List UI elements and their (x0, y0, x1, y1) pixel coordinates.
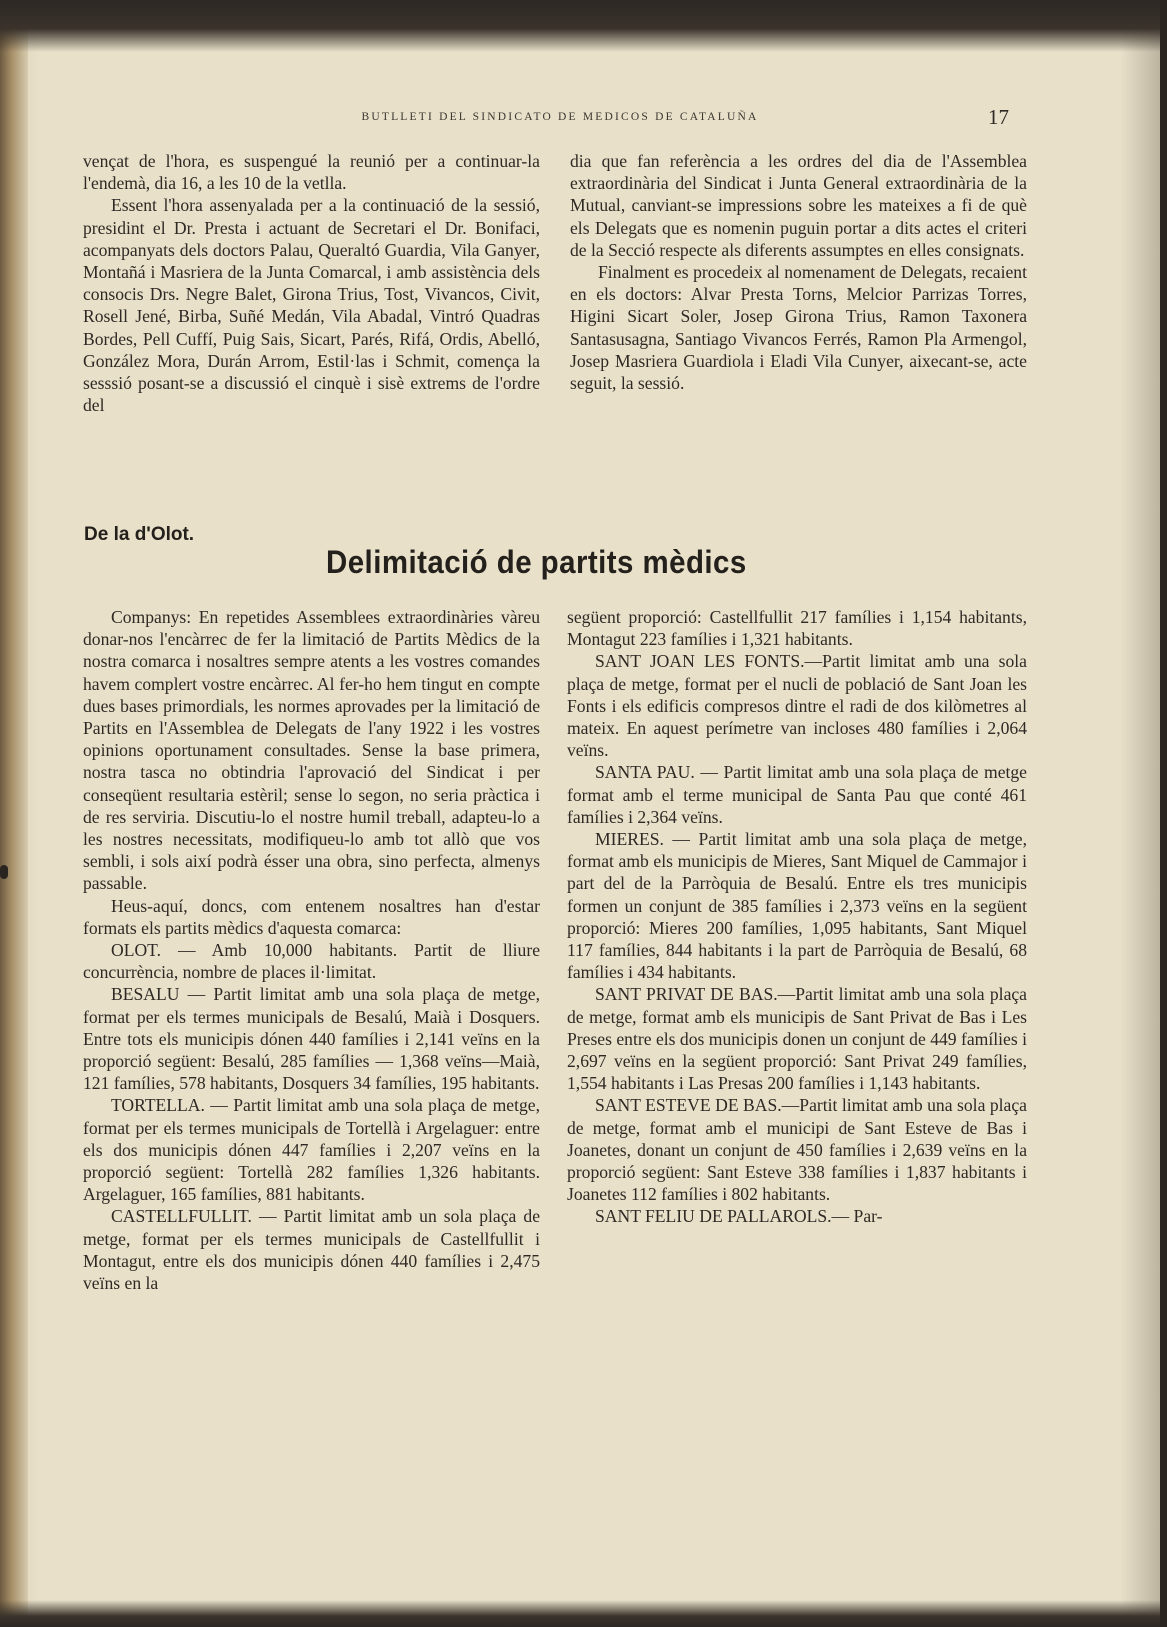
paragraph: vençat de l'hora, es suspengué la reunió per a continuar-la l'endemà, dia 16, a les 10 de la vetlla. (83, 151, 540, 194)
paragraph: SANT PRIVAT DE BAS.—Partit limitat amb una sola plaça de metge, format amb els municipis de Sant Privat de Bas i Les Preses entre els dos municipis donen un conjunt de 449 famílies i 2,697 veïns en la següent proporció: Sant Privat 249 famílies, 1,554 habitants i Las Presas 200 famílies i 1,143 habitants. (567, 984, 1027, 1094)
paragraph: SANT FELIU DE PALLAROLS.— Par- (595, 1206, 883, 1227)
binding-hole-mark (0, 865, 8, 879)
paragraph: SANT JOAN LES FONTS.—Partit limitat amb una sola plaça de metge, format per el nucli de població de Sant Joan les Fonts i els edificis compresos dintre el radi de dos kilòmetres al mateix. En aquest perímetre van incloses 480 famílies i 2,064 veïns. (567, 651, 1027, 761)
paragraph: Heus-aquí, doncs, com entenem nosaltres han d'estar formats els partits mèdics d'aquesta comarca: (83, 895, 540, 938)
paragraph: MIERES. — Partit limitat amb una sola plaça de metge, format amb els municipis de Mieres, Sant Miquel de Cammajor i part del de la Parròquia de Besalú. Entre els tres municipis formen un conjunt de 385 famílies i 2,373 veïns en la següent proporció: Mieres 200 famílies, 1,095 habitants, Sant Miquel 117 famílies, 844 habitants i la part de Parròquia de Besalú, 68 famílies i 434 habitants. (567, 829, 1027, 983)
paragraph: SANTA PAU. — Partit limitat amb una sola plaça de metge format amb el terme municipal de Santa Pau que conté 461 famílies i 2,364 veïns. (567, 762, 1027, 827)
previous-article-right-column (570, 150, 1027, 394)
page-spine-shadow (0, 0, 28, 1627)
article-left-column (83, 606, 540, 1294)
paragraph: següent proporció: Castellfullit 217 famílies i 1,154 habitants, Montagut 223 famílies i 1,321 habitants. (567, 607, 1027, 650)
top-scan-edge (0, 0, 1160, 52)
article-title: Delimitació de partits mèdics (326, 544, 747, 580)
paragraph: BESALU — Partit limitat amb una sola plaça de metge, format per els termes municipals de Besalú, Maià i Dosquers. Entre tots els municipis dónen 440 famílies i 2,141 veïns en la proporció següent: Besalú, 285 famílies — 1,368 veïns—Maià, 121 famílies, 578 habitants, Dosquers 34 famílies, 195 habitants. (83, 984, 540, 1094)
article-right-column (567, 606, 1027, 1228)
article-kicker: De la d'Olot. (84, 524, 195, 545)
paragraph: dia que fan referència a les ordres del dia de l'Assemblea extraordinària del Sindicat i Junta General extraordinària de la Mutual, canviant-se impressions sobre les mateixes a fi de què els Delegats que es nomenin puguin portar a dits actes el criteri de la Secció respecte als diferents assumptes en elles consignats. (570, 151, 1027, 260)
paragraph: Finalment es procedeix al nomenament de Delegats, recaient en els doctors: Alvar Presta Torns, Melcior Parrizas Torres, Higini Sicart Soler, Josep Girona Trius, Ramon Taxonera Santasusagna, Santiago Vivancos Ferrés, Ramon Pla Armengol, Josep Masriera Guardiola i Eladi Vila Cunyer, aixecant-se, acte seguit, la sessió. (570, 262, 1027, 394)
paragraph: SANT ESTEVE DE BAS.—Partit limitat amb una sola plaça de metge, format amb el municipi de Sant Esteve de Bas i Joanetes, donant un conjunt de 450 famílies i 2,639 veïns en la proporció següent: Sant Esteve 338 famílies i 1,837 habitants i Joanetes 112 famílies i 802 habitants. (567, 1095, 1027, 1205)
paragraph: Essent l'hora assenyalada per a la continuació de la sessió, presidint el Dr. Presta i actuant de Secretari el Dr. Bonifaci, acompanyats dels doctors Palau, Queraltó Guardia, Vila Ganyer, Montañá i Masriera de la Junta Comarcal, i amb assistència dels consocis Drs. Negre Balet, Girona Trius, Tost, Vivancos, Civit, Rosell Jené, Birba, Suñé Medán, Vila Abadal, Vintró Quadras Bordes, Pell Cuffí, Puig Sais, Sicart, Parés, Rifá, Ordis, Abelló, González Mora, Durán Arrom, Estil·las i Schmit, comença la sesssió posant-se a discussió el cinquè i sisè extrems de l'ordre del (83, 195, 540, 416)
paragraph: OLOT. — Amb 10,000 habitants. Partit de lliure concurrència, nombre de places il·limitat. (83, 940, 540, 983)
paragraph: Companys: En repetides Assemblees extraordinàries vàreu donar-nos l'encàrrec de fer la limitació de Partits Mèdics de la nostra comarca i nosaltres sempre atents a les vostres comandes havem complert vostre encàrrec. Al fer-ho hem tingut en compte dues bases primordials, les normes aprovades per la limitació de Partits en l'Assemblea de Delegats de l'any 1922 i les vostres opinions oportunament consultades. Sense la base primera, nostra tasca no obtindria l'aprovació del Sindicat i per conseqüent resultaria estèril; sense lo segon, no seria pràctica i de res serviria. Discutiu-lo el nostre humil treball, adapteu-lo a les nostres necessitats, modifiqueu-lo amb tot allò que vos sembli, i sols així podrà ésser una obra, sino perfecta, almenys passable. (83, 607, 540, 894)
paragraph: TORTELLA. — Partit limitat amb una sola plaça de metge, format per els termes municipals de Tortellà i Argelaguer: entre els dos municipis dónen 447 famílies i 2,207 veïns en la proporció següent: Tortellà 282 famílies 1,326 habitants. Argelaguer, 165 famílies, 881 habitants. (83, 1095, 540, 1205)
previous-article-left-column (83, 150, 540, 416)
running-head: BUTLLETI DEL SINDICATO DE MEDICOS DE CATALUÑA (361, 111, 759, 123)
page-number: 17 (988, 105, 1009, 129)
paragraph: CASTELLFULLIT. — Partit limitat amb un sola plaça de metge, format per els termes municipals de Castellfullit i Montagut, entre els dos municipis dónen 440 famílies i 2,475 veïns en la (83, 1206, 540, 1294)
bottom-scan-edge (0, 1600, 1160, 1627)
